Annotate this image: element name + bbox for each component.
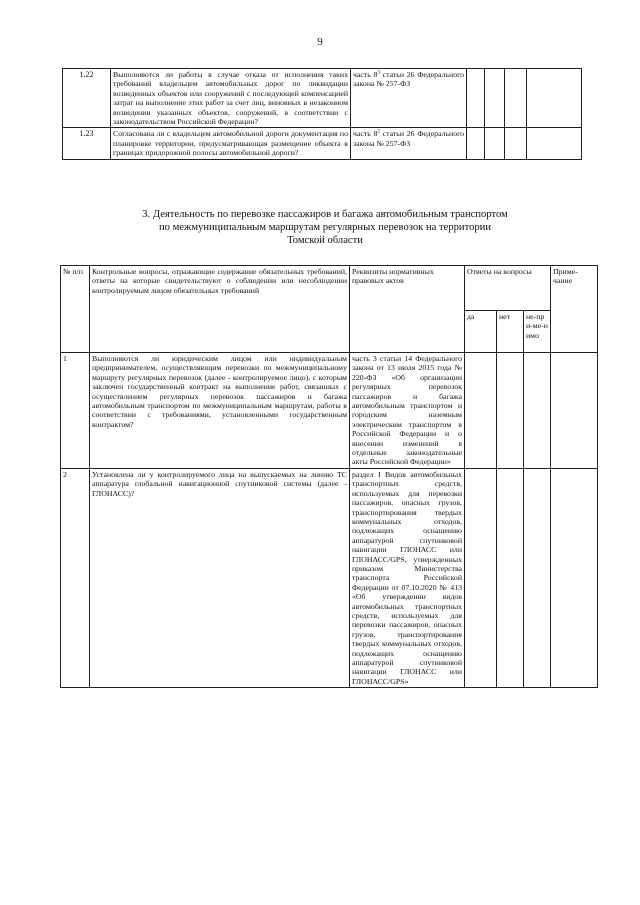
- table-row: [61, 468, 598, 687]
- row-number: 1.23: [63, 128, 111, 159]
- answer-na-cell: [524, 468, 551, 687]
- section-title: 3. Деятельность по перевозке пассажиров и багажа автомобильным транспортом по межмуниципальным маршрутам регулярных перевозок на территории Томской области: [142, 209, 508, 246]
- note-cell: [527, 69, 582, 128]
- checklist-table: [60, 265, 598, 688]
- answer-na-cell: [524, 353, 551, 469]
- note-cell: [551, 353, 598, 469]
- answer-no-cell: [497, 353, 524, 469]
- question-text: Согласована ли с владельцем автомобильной дороги документация по планировке территории, предусматривающая размещение объекта в границах придорожной полосы автомобильной дороги?: [111, 128, 351, 159]
- question-text: Установлена ли у контролируемого лица на выпускаемых на линию ТС аппаратура глобальной навигационной спутниковой системы (далее - ГЛОНАСС)?: [90, 468, 350, 687]
- requisites-text: часть $8^2$ статьи 26 Федерального закона № 257-ФЗ: [351, 128, 467, 159]
- page-number: 9: [317, 36, 323, 48]
- table-row: [63, 128, 582, 159]
- row-number: 2: [61, 468, 90, 687]
- header-num: № п/п: [61, 266, 90, 353]
- header-question: Контрольные вопросы, отражающие содержание обязательных требований, ответы на которые свидетельствуют о соблюдении или несоблюдении контролируемым лицом обязательных требований: [90, 266, 350, 353]
- requisites-text: раздел I Видов автомобильных транспортных средств, используемых для перевозки пассажиров, опасных грузов, транспортирования твердых коммунальных отходов, подлежащих оснащению аппаратурой спутниковой навигации ГЛОНАСС или ГЛОНАСС/GPS, утвержденных приказом Министерства транспорта Российской Федерации от 07.10.2020 № 413 «Об утверждении видов автомобильных транспортных средств, используемых для перевозки пассажиров, опасных грузов, транспортирования твердых коммунальных отходов, подлежащих оснащению аппаратурой спутниковой навигации ГЛОНАСС или ГЛОНАСС/GPS»: [350, 468, 465, 687]
- answer-no-cell: [485, 69, 505, 128]
- row-number: 1.22: [63, 69, 111, 128]
- answer-yes-cell: [467, 69, 485, 128]
- answer-yes-cell: [467, 128, 485, 159]
- table-row: [63, 69, 582, 128]
- header-row: [61, 266, 598, 311]
- table-row: [61, 353, 598, 469]
- header-na: не-при-ме-нимо: [524, 311, 551, 353]
- answer-yes-cell: [465, 468, 497, 687]
- answer-na-cell: [505, 128, 527, 159]
- row-number: 1: [61, 353, 90, 469]
- answer-no-cell: [497, 468, 524, 687]
- requisites-text: часть 3 статьи 14 Федерального закона от 13 июля 2015 года № 220-ФЗ «Об организации регулярных перевозок пассажиров и багажа автомобильным транспортом и городским наземным электрическим транспортом в Российской Федерации и о внесении изменений в отдельные законодательные акты Российской Федерации»: [350, 353, 465, 469]
- answer-yes-cell: [465, 353, 497, 469]
- header-note: Приме-чание: [551, 266, 598, 353]
- header-yes: да: [465, 311, 497, 353]
- continuation-table: [62, 68, 582, 160]
- question-text: Выполняются ли работы в случае отказа от исполнения таких требований владельцем автомобильных дорог по ликвидации возведенных объектов или сооружений с последующей компенсацией затрат на выполнение этих работ за счет лиц, виновных в незаконном возведении указанных объектов, сооружений, в соответствии с законодательством Российской Федерации?: [111, 69, 351, 128]
- note-cell: [551, 468, 598, 687]
- question-text: Выполняются ли юридическим лицом или индивидуальным предпринимателем, осуществляющим перевозки по межмуниципальному маршруту регулярных перевозок (далее - контролируемое лицо), с которым заключен государственный контракт на выполнение работ, связанных с осуществлением регулярных перевозок пассажиров и багажа автомобильным транспортом по межмуниципальным маршрутам, работы в соответствии с требованиями, установленными государственным контрактом?: [90, 353, 350, 469]
- header-requisites: Реквизиты нормативных правовых актов: [350, 266, 465, 353]
- header-no: нет: [497, 311, 524, 353]
- header-answers: Ответы на вопросы: [465, 266, 551, 311]
- requisites-text: часть $8^3$ статьи 26 Федерального закона № 257-ФЗ: [351, 69, 467, 128]
- note-cell: [527, 128, 582, 159]
- answer-na-cell: [505, 69, 527, 128]
- answer-no-cell: [485, 128, 505, 159]
